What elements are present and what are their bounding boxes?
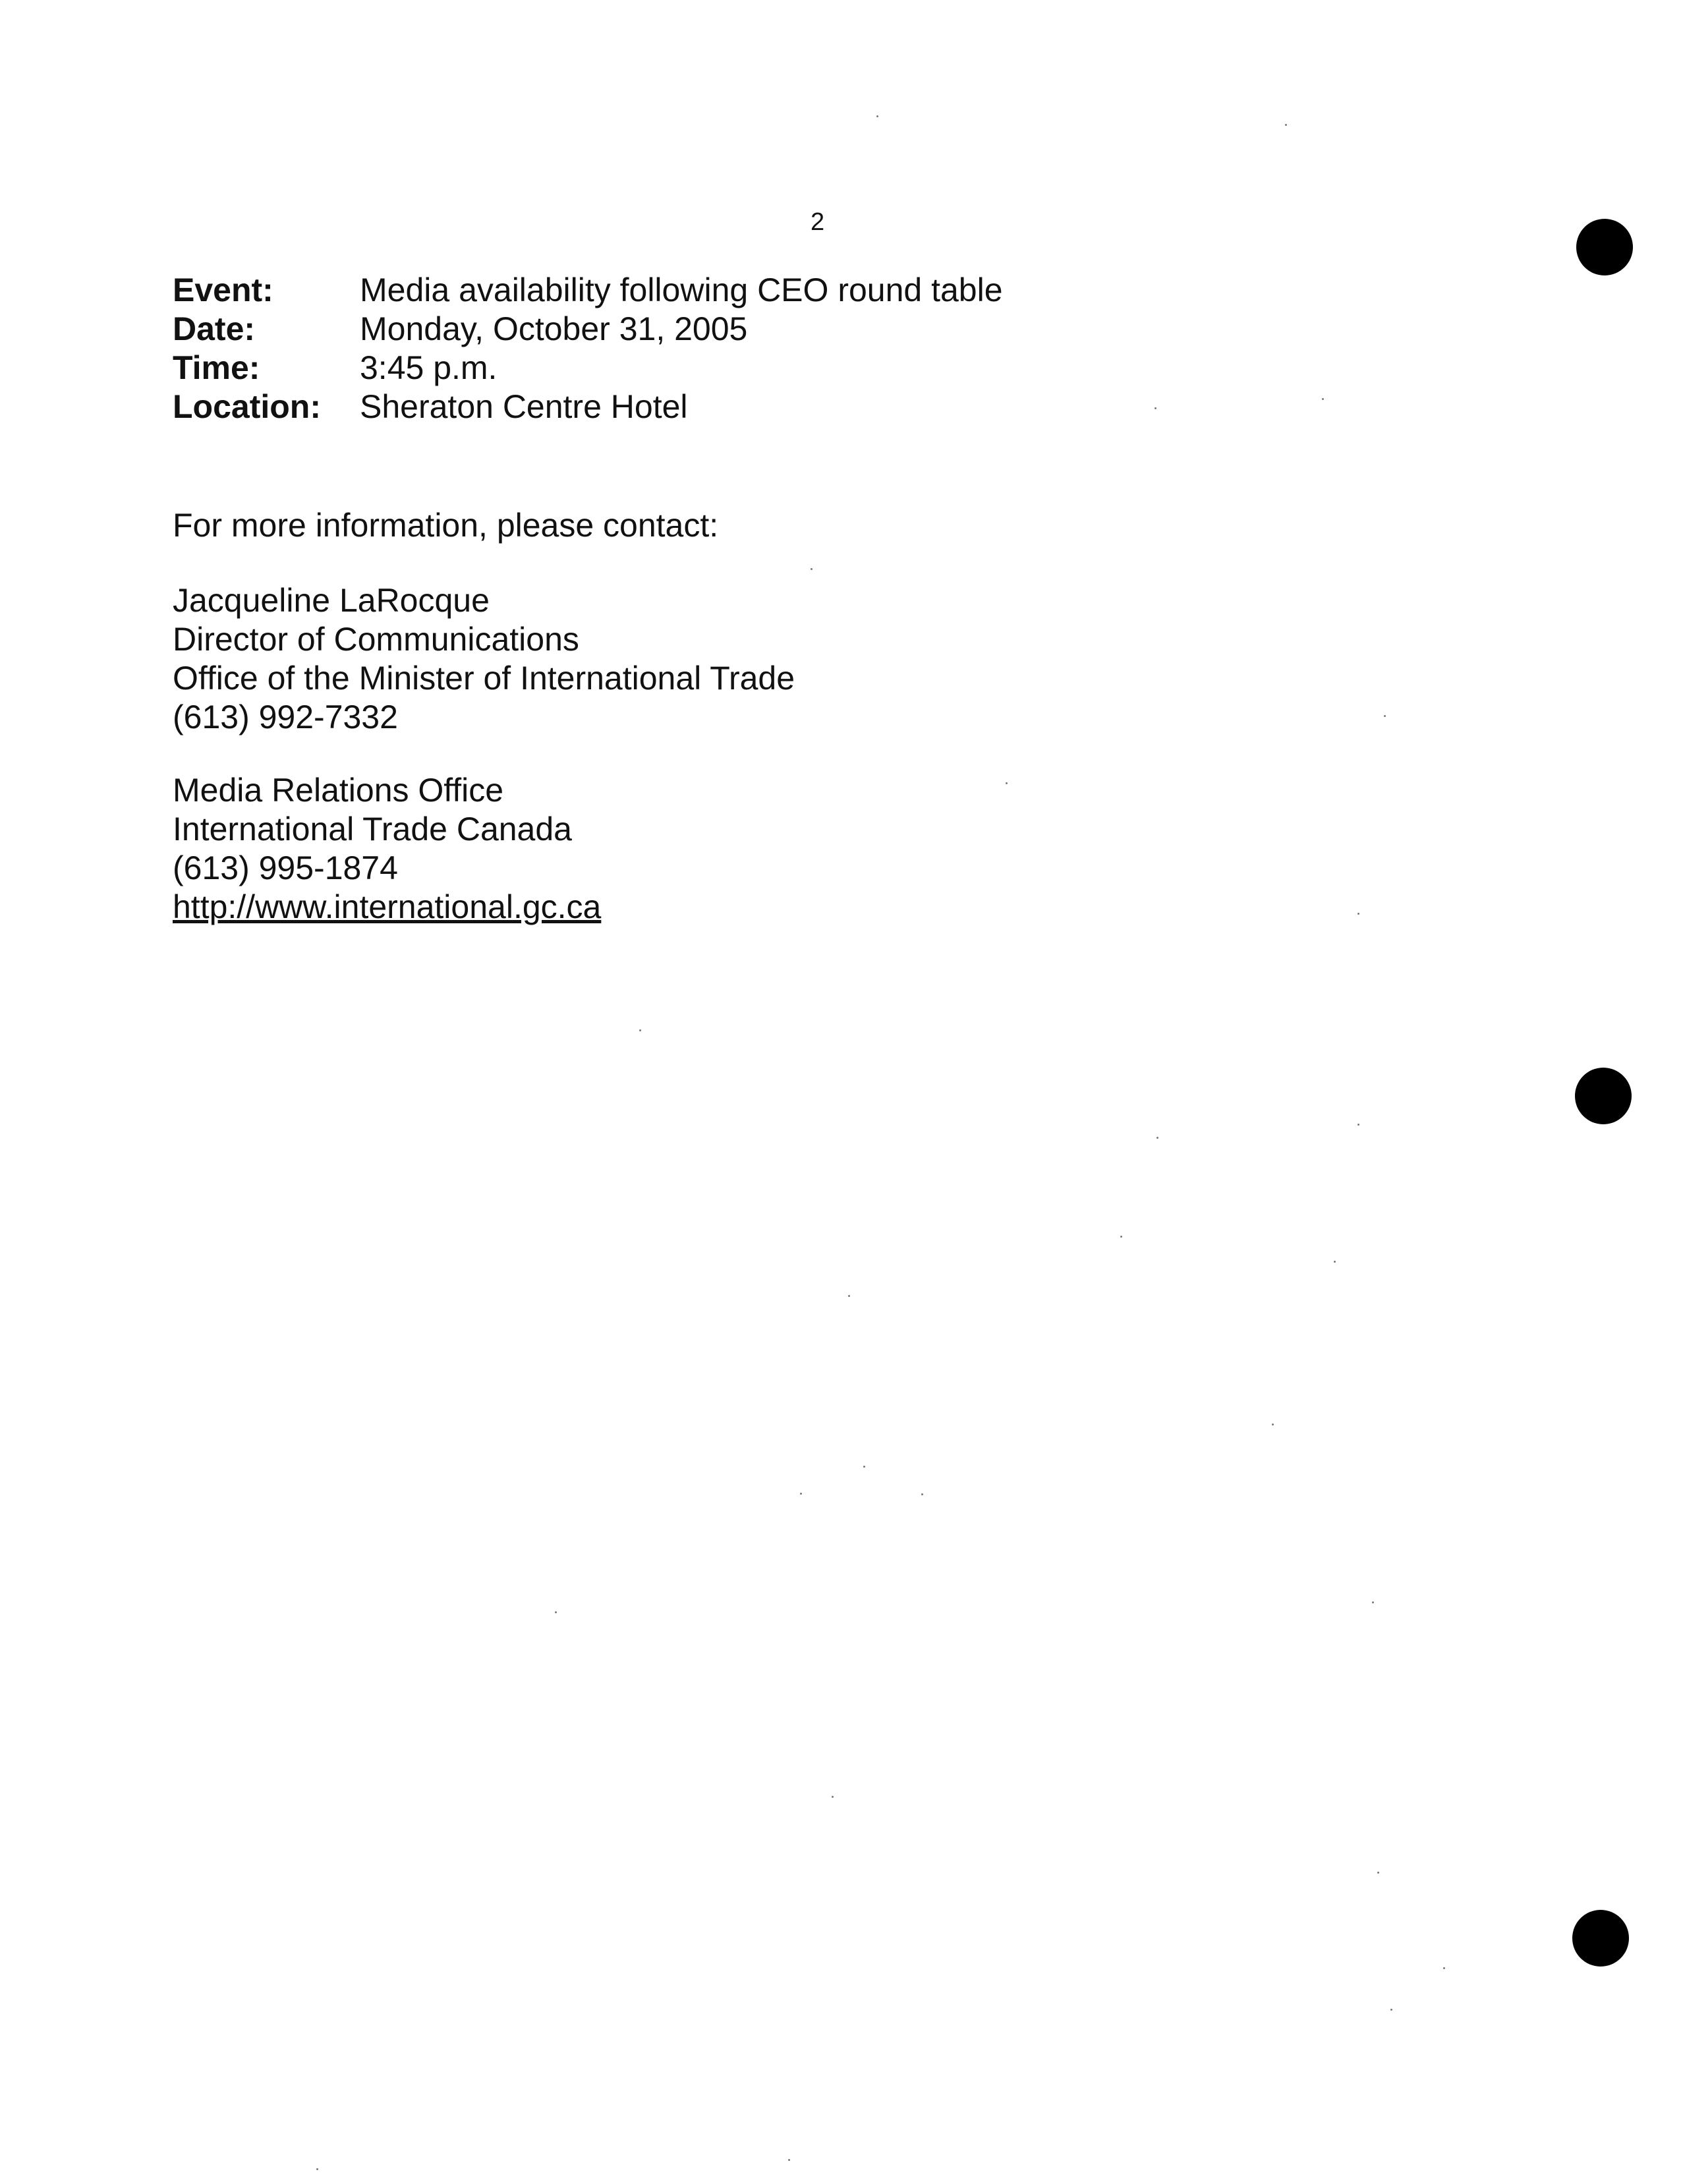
time-label: Time: <box>173 349 260 386</box>
scan-speck <box>863 1466 865 1468</box>
scan-speck <box>1443 1967 1445 1969</box>
scan-speck <box>788 2159 790 2161</box>
date-row <box>173 309 1003 348</box>
contact-title: Director of Communications <box>173 621 579 658</box>
event-label: Event: <box>173 271 273 308</box>
scan-speck <box>555 1611 557 1613</box>
scan-speck <box>1272 1423 1274 1425</box>
contact-name: Jacqueline LaRocque <box>173 582 490 619</box>
scan-speck <box>639 1029 641 1031</box>
scan-speck <box>1334 1261 1336 1263</box>
contact-intro: For more information, please contact: <box>173 507 719 544</box>
scan-speck <box>1357 913 1359 915</box>
date-value: Monday, October 31, 2005 <box>360 310 748 347</box>
date-label: Date: <box>173 310 256 347</box>
event-details-table <box>173 270 1003 426</box>
time-value: 3:45 p.m. <box>360 349 498 386</box>
page-number: 2 <box>811 208 825 236</box>
scan-speck <box>876 115 878 117</box>
scan-speck <box>921 1493 923 1495</box>
scan-speck <box>1156 1137 1158 1139</box>
scan-speck <box>1384 715 1386 717</box>
scan-speck <box>1322 398 1324 400</box>
scan-speck <box>1390 2009 1392 2011</box>
scan-speck <box>316 2168 318 2170</box>
scan-speck <box>1372 1601 1374 1603</box>
time-row <box>173 348 1003 387</box>
scan-speck <box>811 568 813 570</box>
punch-hole-middle <box>1575 1068 1632 1124</box>
location-label: Location: <box>173 388 321 425</box>
scan-speck <box>1120 1236 1122 1238</box>
event-value: Media availability following CEO round table <box>360 271 1003 308</box>
media-office-block <box>173 771 601 927</box>
scan-speck <box>848 1295 850 1297</box>
scan-speck <box>1377 1872 1379 1874</box>
website-link[interactable]: http://www.international.gc.ca <box>173 888 602 925</box>
punch-hole-top <box>1576 219 1633 275</box>
scan-speck <box>1357 1124 1359 1126</box>
scan-speck <box>832 1796 834 1798</box>
contact-person-block <box>173 581 795 737</box>
media-office-phone: (613) 995-1874 <box>173 849 398 886</box>
scan-speck <box>1285 124 1287 126</box>
scan-speck <box>800 1493 802 1495</box>
media-office-department: International Trade Canada <box>173 811 572 848</box>
location-value: Sheraton Centre Hotel <box>360 388 688 425</box>
media-office-name: Media Relations Office <box>173 772 504 809</box>
contact-phone: (613) 992-7332 <box>173 699 398 735</box>
contact-office: Office of the Minister of International Trade <box>173 660 795 697</box>
event-row <box>173 270 1003 309</box>
scan-speck <box>1155 407 1156 409</box>
location-row <box>173 387 1003 426</box>
punch-hole-bottom <box>1572 1910 1629 1967</box>
scan-speck <box>1006 782 1008 784</box>
